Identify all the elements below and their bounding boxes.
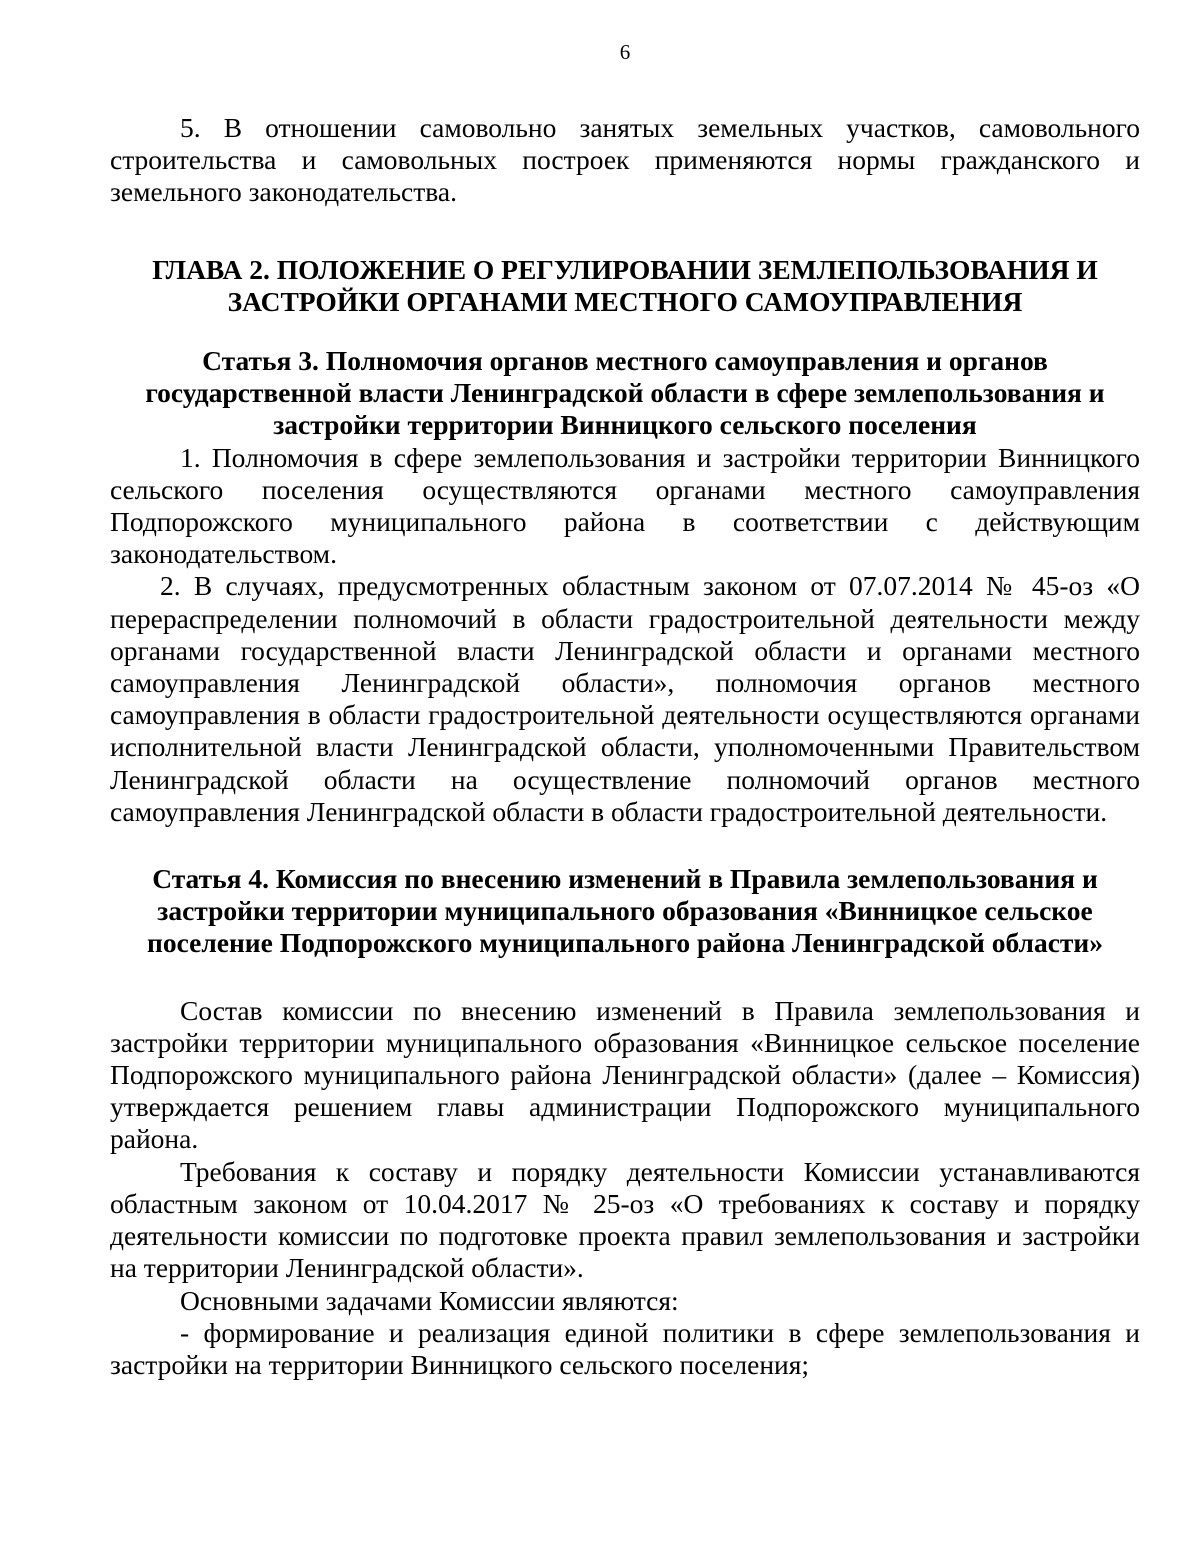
page-number: 6 [619,40,631,64]
article-3-paragraph-2: 2. В случаях, предусмотренных областным законом от 07.07.2014 № 45-оз «О перераспределении полномочий в области градостроительной деятельности между органами государственной власти Ленинградской области и органами местного самоуправления Ленинградской области», полномочия органов местного самоуправления в области градостроительной деятельности осуществляются органами исполнительной власти Ленинградской области, уполномоченными Правительством Ленинградской области на осуществление полномочий органов местного самоуправления Ленинградской области в области градостроительной деятельности. [110,570,1140,827]
article-3-title: Статья 3. Полномочия органов местного самоуправления и органов государственной власти Ленинградской области в сфере землепользования и застройки территории Винницкого сельского поселения [145,345,1105,441]
paragraph-5: 5. В отношении самовольно занятых земельных участков, самовольного строительства и самовольных построек применяются нормы гражданского и земельного законодательства. [110,112,1140,208]
article-4-title: Статья 4. Комиссия по внесению изменений в Правила землепользования и застройки территории муниципального образования «Винницкое сельское поселение Подпорожского муниципального района Ленинградской области» [146,863,1103,959]
article-4-paragraph-1: Состав комиссии по внесению изменений в Правила землепользования и застройки территории муниципального образования «Винницкое сельское поселение Подпорожского муниципального района Ленинградской области» (далее – Комиссия) утверждается решением главы администрации Подпорожского муниципального района. [110,994,1140,1155]
article-4-paragraph-2: Требования к составу и порядку деятельности Комиссии устанавливаются областным законом от 10.04.2017 № 25-оз «О требованиях к составу и порядку деятельности комиссии по подготовке проекта правил землепользования и застройки на территории Ленинградской области». [110,1155,1140,1284]
article-4-paragraph-4: - формирование и реализация единой политики в сфере землепользования и застройки на территории Винницкого сельского поселения; [110,1316,1140,1380]
article-3-paragraph-1: 1. Полномочия в сфере землепользования и застройки территории Винницкого сельского поселения осуществляются органами местного самоуправления Подпорожского муниципального района в соответствии с действующим законодательством. [110,441,1140,570]
article-4-paragraph-3: Основными задачами Комиссии являются: [180,1284,679,1316]
page-content [110,112,1140,1381]
chapter-2-title: ГЛАВА 2. ПОЛОЖЕНИЕ О РЕГУЛИРОВАНИИ ЗЕМЛЕПОЛЬЗОВАНИЯ И ЗАСТРОЙКИ ОРГАНАМИ МЕСТНОГО САМОУПРАВЛЕНИЯ [152,253,1098,317]
